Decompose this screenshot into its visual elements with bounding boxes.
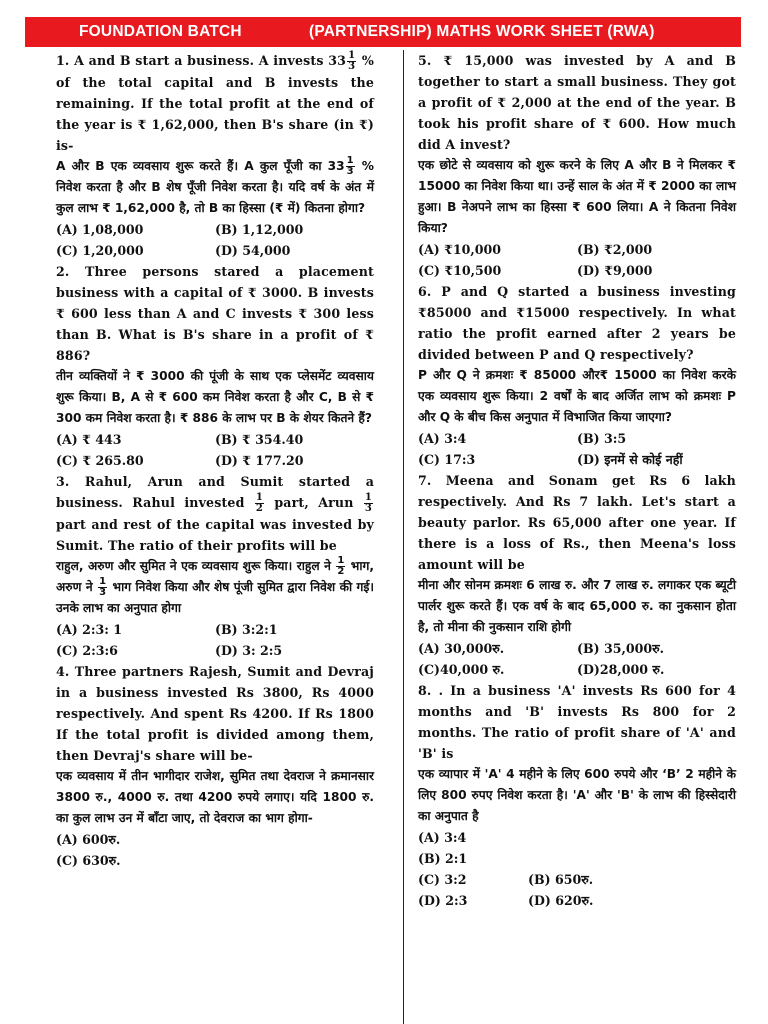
option-c: (C) ₹10,500: [418, 263, 502, 278]
right-column: [418, 50, 736, 911]
fraction: $\frac{1}{3}$: [348, 50, 356, 72]
question-5-hindi: एक छोटे से व्यवसाय को शुरू करने के लिए A और B ने मिलकर ₹ 15000 का निवेश किया था। उन्हें साल के अंत में ₹ 2000 का लाभ हुआ। B नेअपने लाभ का हिस्सा ₹ 600 लिया। A ने कितना निवेश किया?: [418, 158, 736, 235]
question-2: [56, 261, 374, 471]
question-6: [418, 281, 736, 470]
question-1-options: [56, 219, 374, 261]
question-6-hindi: P और Q ने क्रमशः ₹ 85000 और₹ 15000 का निवेश करके एक व्यवसाय शुरू किया। 2 वर्षों के बाद अर्जित लाभ को क्रमशः P और Q के बीच किस अनुपात में विभाजित किया जाएगा?: [418, 368, 736, 424]
question-8-options-extra: [418, 869, 736, 911]
question-4-hindi: एक व्यवसाय में तीन भागीदार राजेश, सुमित तथा देवराज ने क्रमानसार 3800 रु., 4000 रु. तथा 4200 रुपये लगाए। यदि 1800 रु. का कुल लाभ उन में बाँटा जाए, तो देवराज का भाग होगा-: [56, 769, 374, 825]
question-2-options: [56, 429, 374, 471]
question-7: [418, 470, 736, 680]
question-5-english: 5. ₹ 15,000 was invested by A and B together to start a small business. They got a profit of ₹ 2,000 at the end of the year. B took his profit share of ₹ 600. How much did A invest?: [418, 53, 736, 152]
option-a: (A) 600रु.: [56, 832, 121, 847]
option-b: (B) 3:5: [577, 431, 627, 446]
question-8-english: 8. . In a business 'A' invests Rs 600 for 4 months and 'B' invests Rs 800 for 2 months. The ratio of profit share of 'A' and 'B' is: [418, 683, 736, 761]
worksheet-title: (PARTNERSHIP) MATHS WORK SHEET (RWA): [309, 23, 655, 40]
question-5: [418, 50, 736, 281]
option-b: (B) 1,12,000: [215, 222, 304, 237]
option-c: (C) 1,20,000: [56, 243, 144, 258]
question-2-english: 2. Three persons stared a placement business with a capital of ₹ 3000. B invests ₹ 600 less than A and C invests ₹ 300 less than B. What is B's share in a profit of ₹ 886?: [56, 264, 374, 363]
option-a: (A) 3:4: [418, 830, 467, 845]
option-d: (D) 2:3: [418, 893, 468, 908]
option-d-alt: (D) 620रु.: [528, 893, 594, 908]
question-3-hindi: राहुल, अरुण और सुमित ने एक व्यवसाय शुरू किया। राहुल ने $\frac{1}{2}$ भाग, अरुण ने $\frac{1}{3}$ भाग निवेश किया और शेष पूंजी सुमित द्वारा निवेश की गई। उनके लाभ का अनुपात होगा: [56, 555, 375, 615]
option-b: (B) ₹2,000: [577, 242, 653, 257]
option-a: (A) 3:4: [418, 431, 467, 446]
fraction: $\frac{1}{2}$: [337, 555, 345, 577]
option-d: (D) इनमें से कोई नहीं: [577, 452, 683, 467]
question-8-hindi: एक व्यापार में 'A' 4 महीने के लिए 600 रुपये और ‘B’ 2 महीने के लिए 800 रुपए निवेश करता है। 'A' और 'B' के लाभ की हिस्सेदारी का अनुपात है: [418, 767, 736, 823]
option-d: (D)28,000 रु.: [577, 662, 665, 677]
left-column: [56, 50, 374, 871]
option-c: (C) 630रु.: [56, 853, 121, 868]
question-2-hindi: तीन व्यक्तियों ने ₹ 3000 की पूंजी के साथ एक प्लेसमेंट व्यवसाय शुरू किया। B, A से ₹ 600 कम निवेश करता है और C, B से ₹ 300 कम निवेश करता है। ₹ 886 के लाभ पर B के शेयर कितने हैं?: [56, 369, 374, 425]
option-c-alt: (B) 650रु.: [528, 872, 594, 887]
option-d: (D) 54,000: [215, 243, 291, 258]
fraction: $\frac{1}{3}$: [364, 492, 372, 514]
question-5-options: [418, 239, 736, 281]
question-3-options: [56, 619, 374, 661]
question-6-english: 6. P and Q started a business investing ₹85000 and ₹15000 respectively. In what ratio the profit earned after 2 years be divided between P and Q respectively?: [418, 284, 736, 362]
question-6-options: [418, 428, 736, 470]
question-3-english: 3. Rahul, Arun and Sumit started a business. Rahul invested $\frac{1}{2}$ part, Arun $\frac{1}{3}$ part and rest of the capital was invested by Sumit. The ratio of their profits will be: [56, 474, 374, 553]
option-d: (D) ₹9,000: [577, 263, 653, 278]
fraction: $\frac{1}{2}$: [255, 492, 263, 514]
option-c: (C)40,000 रु.: [418, 662, 505, 677]
question-7-english: 7. Meena and Sonam get Rs 6 lakh respectively. And Rs 7 lakh. Let's start a beauty parlor. Rs 65,000 after one year. If there is a loss of Rs., then Meena's loss amount will be: [418, 473, 736, 572]
batch-title: FOUNDATION BATCH: [79, 23, 242, 40]
option-c: (C) 3:2: [418, 872, 467, 887]
option-b: (B) 2:1: [418, 851, 468, 866]
fraction: $\frac{1}{3}$: [346, 155, 354, 177]
option-c: (C) ₹ 265.80: [56, 453, 144, 468]
option-a: (A) 2:3: 1: [56, 622, 123, 637]
question-4-options: [56, 829, 374, 871]
question-3: [56, 471, 374, 661]
question-4: [56, 661, 374, 871]
option-a: (A) ₹10,000: [418, 242, 502, 257]
column-divider: [403, 50, 404, 1024]
option-b: (B) 35,000रु.: [577, 641, 665, 656]
question-8: [418, 680, 736, 911]
question-1-hindi: A और B एक व्यवसाय शुरू करते हैं। A कुल पूँजी का 33 $\frac{1}{3}$ % निवेश करता है और B शेष पूँजी निवेश करता है। यदि वर्ष के अंत में कुल लाभ ₹ 1,62,000 है, तो B का हिस्सा (₹ में) कितना होगा?: [56, 155, 374, 215]
option-a: (A) 30,000रु.: [418, 641, 505, 656]
question-7-options: [418, 638, 736, 680]
option-b: (B) 3:2:1: [215, 622, 278, 637]
question-1: [56, 50, 374, 261]
question-4-english: 4. Three partners Rajesh, Sumit and Devraj in a business invested Rs 3800, Rs 4000 respectively. And spent Rs 4200. If Rs 1800 If the total profit is divided among them, then Devraj's share will be-: [56, 664, 374, 763]
question-8-options: [418, 827, 736, 869]
option-c: (C) 17:3: [418, 452, 476, 467]
option-d: (D) 3: 2:5: [215, 643, 283, 658]
fraction: $\frac{1}{3}$: [99, 576, 107, 598]
option-c: (C) 2:3:6: [56, 643, 118, 658]
option-a: (A) ₹ 443: [56, 432, 122, 447]
question-7-hindi: मीना और सोनम क्रमशः 6 लाख रु. और 7 लाख रु. लगाकर एक ब्यूटी पार्लर शुरू करते हैं। एक वर्ष के बाद 65,000 रु. का नुकसान होता है, तो मीना की नुकसान राशि होगी: [418, 578, 736, 634]
option-b: (B) ₹ 354.40: [215, 432, 304, 447]
question-1-english: 1. A and B start a business. A invests 33 $\frac{1}{3}$ % of the total capital and B invests the remaining. If the total profit at the end of the year is ₹ 1,62,000, then B's share (in ₹) is-: [56, 50, 374, 153]
worksheet-header: [25, 17, 741, 47]
option-d: (D) ₹ 177.20: [215, 453, 304, 468]
option-a: (A) 1,08,000: [56, 222, 144, 237]
